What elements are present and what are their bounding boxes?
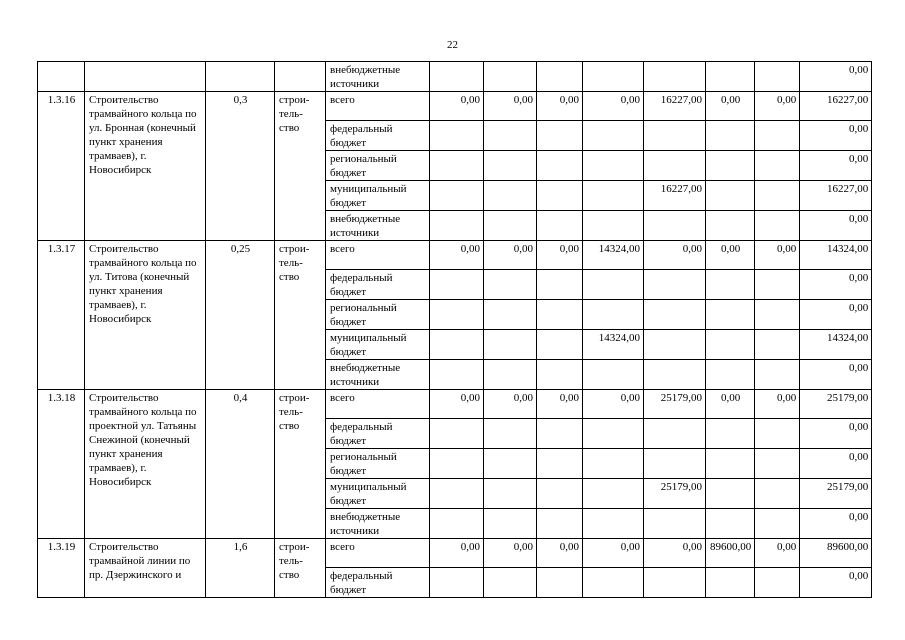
total-cell: 16227,00 (800, 92, 872, 121)
year-value-cell (484, 270, 537, 300)
year-value-cell: 25179,00 (644, 390, 706, 419)
year-value-cell (430, 300, 484, 330)
year-value-cell (755, 419, 800, 449)
item-number-cell: 1.3.19 (38, 539, 85, 598)
funding-source-cell: внебюджетные источники (326, 360, 430, 390)
year-value-cell (706, 509, 755, 539)
year-value-cell: 0,00 (755, 92, 800, 121)
year-value-cell (537, 181, 583, 211)
year-value-cell (537, 151, 583, 181)
year-value-cell: 14324,00 (583, 241, 644, 270)
year-value-cell: 0,00 (706, 92, 755, 121)
total-cell: 0,00 (800, 449, 872, 479)
funding-source-cell: муниципальный бюджет (326, 181, 430, 211)
budget-table (37, 61, 872, 598)
item-kind-cell (275, 62, 326, 92)
year-value-cell (537, 270, 583, 300)
year-value-cell (430, 419, 484, 449)
total-cell: 0,00 (800, 211, 872, 241)
year-value-cell (755, 330, 800, 360)
total-cell: 0,00 (800, 151, 872, 181)
year-value-cell: 0,00 (484, 390, 537, 419)
year-value-cell (430, 270, 484, 300)
year-value-cell (484, 568, 537, 598)
year-value-cell (706, 300, 755, 330)
funding-source-cell: всего (326, 390, 430, 419)
year-value-cell: 0,00 (583, 92, 644, 121)
funding-source-cell: федеральный бюджет (326, 419, 430, 449)
item-length-cell: 0,3 (206, 92, 275, 241)
year-value-cell (537, 509, 583, 539)
total-cell: 0,00 (800, 62, 872, 92)
year-value-cell (644, 419, 706, 449)
year-value-cell (537, 360, 583, 390)
year-value-cell (644, 270, 706, 300)
total-cell: 0,00 (800, 121, 872, 151)
total-cell: 14324,00 (800, 330, 872, 360)
year-value-cell: 0,00 (484, 539, 537, 568)
total-cell: 0,00 (800, 568, 872, 598)
year-value-cell (484, 211, 537, 241)
total-cell: 0,00 (800, 270, 872, 300)
year-value-cell (583, 360, 644, 390)
funding-source-cell: муниципальный бюджет (326, 479, 430, 509)
year-value-cell (430, 62, 484, 92)
year-value-cell (484, 181, 537, 211)
funding-source-cell: внебюджетные источники (326, 62, 430, 92)
year-value-cell (644, 121, 706, 151)
year-value-cell (644, 151, 706, 181)
year-value-cell (484, 509, 537, 539)
year-value-cell (644, 300, 706, 330)
year-value-cell (644, 330, 706, 360)
year-value-cell (484, 151, 537, 181)
year-value-cell (583, 211, 644, 241)
year-value-cell: 0,00 (537, 539, 583, 568)
year-value-cell (706, 181, 755, 211)
year-value-cell (755, 360, 800, 390)
year-value-cell: 0,00 (583, 539, 644, 568)
year-value-cell (537, 449, 583, 479)
item-name-cell: Строительство трамвайного кольца по ул. Бронная (конечный пункт хранения трамваев), г. Новосибирск (85, 92, 206, 241)
funding-source-cell: всего (326, 241, 430, 270)
year-value-cell (430, 151, 484, 181)
item-kind-cell: строи-тель-ство (275, 241, 326, 390)
year-value-cell: 0,00 (484, 241, 537, 270)
year-value-cell: 0,00 (706, 241, 755, 270)
year-value-cell: 16227,00 (644, 181, 706, 211)
item-kind-cell: строи-тель-ство (275, 390, 326, 539)
year-value-cell (755, 270, 800, 300)
table-row (38, 539, 872, 568)
year-value-cell (430, 330, 484, 360)
page-number: 22 (447, 39, 458, 51)
table-row (38, 390, 872, 419)
year-value-cell (755, 62, 800, 92)
table-row (38, 62, 872, 92)
funding-source-cell: всего (326, 539, 430, 568)
table-row (38, 92, 872, 121)
year-value-cell (706, 449, 755, 479)
year-value-cell (755, 568, 800, 598)
item-number-cell: 1.3.16 (38, 92, 85, 241)
item-length-cell (206, 62, 275, 92)
year-value-cell (583, 151, 644, 181)
year-value-cell (583, 121, 644, 151)
item-name-cell (85, 62, 206, 92)
year-value-cell (430, 211, 484, 241)
table-body (38, 62, 872, 598)
year-value-cell (484, 121, 537, 151)
item-kind-cell: строи-тель-ство (275, 92, 326, 241)
year-value-cell (583, 270, 644, 300)
year-value-cell (644, 568, 706, 598)
year-value-cell: 0,00 (430, 241, 484, 270)
item-number-cell: 1.3.18 (38, 390, 85, 539)
funding-source-cell: внебюджетные источники (326, 211, 430, 241)
item-length-cell: 0,4 (206, 390, 275, 539)
total-cell: 0,00 (800, 419, 872, 449)
year-value-cell: 0,00 (537, 92, 583, 121)
funding-source-cell: региональный бюджет (326, 151, 430, 181)
year-value-cell (484, 300, 537, 330)
item-name-cell: Строительство трамвайного кольца по ул. Титова (конечный пункт хранения трамваев), г. Новосибирск (85, 241, 206, 390)
item-name-cell: Строительство трамвайного кольца по проектной ул. Татьяны Снежиной (конечный пункт хранения трамваев), г. Новосибирск (85, 390, 206, 539)
year-value-cell (755, 479, 800, 509)
year-value-cell (537, 479, 583, 509)
year-value-cell: 0,00 (644, 241, 706, 270)
total-cell: 0,00 (800, 360, 872, 390)
year-value-cell (755, 300, 800, 330)
year-value-cell (583, 300, 644, 330)
year-value-cell: 0,00 (430, 390, 484, 419)
item-length-cell: 0,25 (206, 241, 275, 390)
year-value-cell (484, 62, 537, 92)
total-cell: 0,00 (800, 509, 872, 539)
year-value-cell (484, 360, 537, 390)
total-cell: 89600,00 (800, 539, 872, 568)
total-cell: 25179,00 (800, 390, 872, 419)
year-value-cell (583, 479, 644, 509)
year-value-cell (484, 449, 537, 479)
year-value-cell (484, 330, 537, 360)
year-value-cell: 89600,00 (706, 539, 755, 568)
year-value-cell: 0,00 (755, 539, 800, 568)
year-value-cell (755, 449, 800, 479)
year-value-cell (430, 509, 484, 539)
year-value-cell: 0,00 (430, 539, 484, 568)
year-value-cell (583, 62, 644, 92)
year-value-cell (430, 360, 484, 390)
year-value-cell (537, 568, 583, 598)
year-value-cell (706, 360, 755, 390)
year-value-cell (644, 360, 706, 390)
item-length-cell: 1,6 (206, 539, 275, 598)
total-cell: 14324,00 (800, 241, 872, 270)
year-value-cell: 0,00 (755, 241, 800, 270)
year-value-cell: 0,00 (706, 390, 755, 419)
year-value-cell (706, 121, 755, 151)
year-value-cell (706, 151, 755, 181)
year-value-cell: 0,00 (537, 390, 583, 419)
year-value-cell (706, 62, 755, 92)
table-row (38, 241, 872, 270)
year-value-cell: 0,00 (484, 92, 537, 121)
year-value-cell (583, 181, 644, 211)
funding-source-cell: региональный бюджет (326, 449, 430, 479)
year-value-cell: 25179,00 (644, 479, 706, 509)
year-value-cell (537, 330, 583, 360)
total-cell: 25179,00 (800, 479, 872, 509)
year-value-cell (755, 151, 800, 181)
year-value-cell: 0,00 (430, 92, 484, 121)
year-value-cell (644, 449, 706, 479)
item-kind-cell: строи-тель-ство (275, 539, 326, 598)
year-value-cell (430, 181, 484, 211)
year-value-cell (583, 509, 644, 539)
year-value-cell (583, 449, 644, 479)
year-value-cell (706, 330, 755, 360)
year-value-cell (537, 300, 583, 330)
year-value-cell (706, 270, 755, 300)
year-value-cell: 16227,00 (644, 92, 706, 121)
funding-source-cell: федеральный бюджет (326, 121, 430, 151)
year-value-cell (644, 62, 706, 92)
total-cell: 0,00 (800, 300, 872, 330)
year-value-cell (755, 211, 800, 241)
year-value-cell (430, 121, 484, 151)
year-value-cell (484, 419, 537, 449)
year-value-cell: 0,00 (537, 241, 583, 270)
year-value-cell (583, 568, 644, 598)
year-value-cell: 0,00 (583, 390, 644, 419)
item-number-cell: 1.3.17 (38, 241, 85, 390)
year-value-cell (537, 62, 583, 92)
year-value-cell (644, 211, 706, 241)
year-value-cell: 14324,00 (583, 330, 644, 360)
year-value-cell (706, 211, 755, 241)
year-value-cell: 0,00 (755, 390, 800, 419)
year-value-cell (644, 509, 706, 539)
funding-source-cell: федеральный бюджет (326, 568, 430, 598)
funding-source-cell: всего (326, 92, 430, 121)
funding-source-cell: внебюджетные источники (326, 509, 430, 539)
year-value-cell (537, 121, 583, 151)
item-name-cell: Строительство трамвайной линии по пр. Дзержинского и (85, 539, 206, 598)
year-value-cell: 0,00 (644, 539, 706, 568)
funding-source-cell: региональный бюджет (326, 300, 430, 330)
funding-source-cell: федеральный бюджет (326, 270, 430, 300)
year-value-cell (430, 479, 484, 509)
year-value-cell (755, 181, 800, 211)
year-value-cell (755, 121, 800, 151)
total-cell: 16227,00 (800, 181, 872, 211)
year-value-cell (537, 211, 583, 241)
year-value-cell (583, 419, 644, 449)
year-value-cell (430, 568, 484, 598)
year-value-cell (537, 419, 583, 449)
year-value-cell (484, 479, 537, 509)
year-value-cell (706, 479, 755, 509)
year-value-cell (430, 449, 484, 479)
funding-source-cell: муниципальный бюджет (326, 330, 430, 360)
item-number-cell (38, 62, 85, 92)
year-value-cell (706, 568, 755, 598)
year-value-cell (755, 509, 800, 539)
year-value-cell (706, 419, 755, 449)
